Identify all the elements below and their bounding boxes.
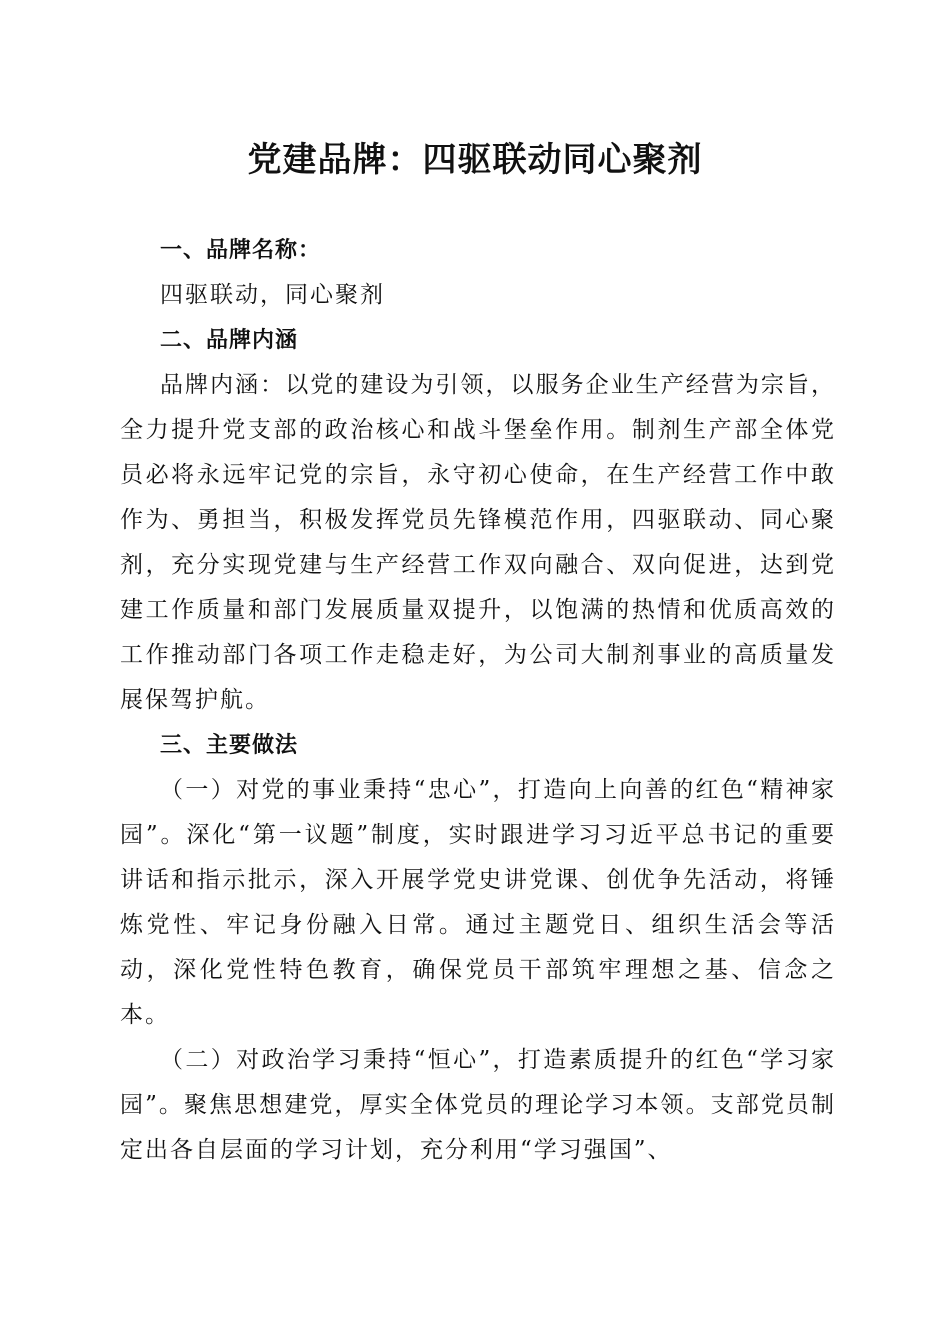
document-body xyxy=(120,228,836,1173)
section-heading-brand-name: 一、品牌名称： xyxy=(160,238,322,263)
practice-paragraph-2: （二）对政治学习秉持“恒心”，打造素质提升的红色“学习家园”。聚焦思想建党，厚实全体党员的理论学习本领。支部党员制定出各自层面的学习计划，充分利用“学习强国”、 xyxy=(120,1047,836,1163)
brand-name-text: 四驱联动，同心聚剂 xyxy=(160,282,385,308)
practice-paragraph-1: （一）对党的事业秉持“忠心”，打造向上向善的红色“精神家园”。深化“第一议题”制度，实时跟进学习习近平总书记的重要讲话和指示批示，深入开展学党史讲党课、创优争先活动，将锤炼党性、牢记身份融入日常。通过主题党日、组织生活会等活动，深化党性特色教育，确保党员干部筑牢理想之基、信念之本。 xyxy=(120,777,836,1028)
brand-meaning-paragraph: 品牌内涵：以党的建设为引领，以服务企业生产经营为宗旨，全力提升党支部的政治核心和战斗堡垒作用。制剂生产部全体党员必将永远牢记党的宗旨，永守初心使命，在生产经营工作中敢作为、勇担当，积极发挥党员先锋模范作用，四驱联动、同心聚剂，充分实现党建与生产经营工作双向融合、双向促进，达到党建工作质量和部门发展质量双提升，以饱满的热情和优质高效的工作推动部门各项工作走稳走好，为公司大制剂事业的高质量发展保驾护航。 xyxy=(120,372,836,713)
section-heading-brand-meaning: 二、品牌内涵 xyxy=(160,328,299,353)
section-heading-practices: 三、主要做法 xyxy=(160,733,299,758)
document-title: 党建品牌：四驱联动同心聚剂 xyxy=(247,140,703,180)
